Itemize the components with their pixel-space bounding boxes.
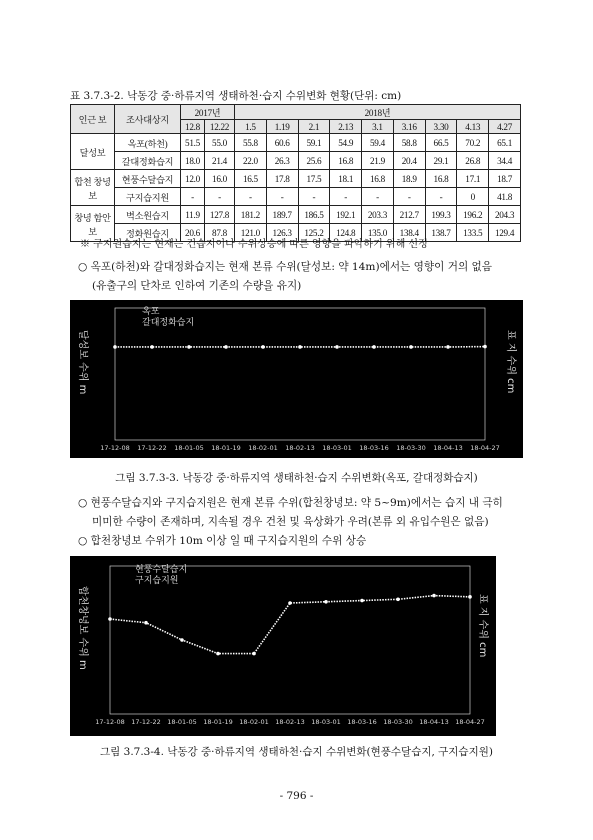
value-cell: 29.1 <box>425 152 457 170</box>
x-tick-label: 18-04-13 <box>433 444 463 452</box>
bullet-block-2 <box>78 494 548 551</box>
data-point <box>216 652 220 656</box>
header-date: 12.22 <box>205 120 235 134</box>
x-tick-label: 18-02-01 <box>239 718 269 726</box>
site-cell: 옥포(하천) <box>115 134 181 152</box>
x-tick-label: 18-03-01 <box>322 444 352 452</box>
value-cell: 11.9 <box>181 206 205 224</box>
value-cell: 212.7 <box>393 206 425 224</box>
value-cell: 59.1 <box>298 134 330 152</box>
header-site: 조사대상지 <box>115 105 181 134</box>
table-row <box>71 188 521 206</box>
value-cell: - <box>362 188 394 206</box>
x-tick-label: 18-04-13 <box>419 718 449 726</box>
chart-hapcheon <box>70 556 496 736</box>
data-point <box>298 345 302 349</box>
data-point <box>150 345 154 349</box>
plot-frame <box>110 566 470 714</box>
x-tick-label: 18-01-05 <box>174 444 204 452</box>
table-row <box>71 134 521 152</box>
table-row <box>71 152 521 170</box>
legend-label: 옥포 <box>142 307 160 317</box>
value-cell: 34.4 <box>489 152 521 170</box>
data-point <box>483 345 487 349</box>
value-cell: 126.3 <box>266 224 298 242</box>
left-axis-label: 합천창녕보 수위 m <box>77 586 88 670</box>
water-level-table <box>70 104 521 242</box>
value-cell: - <box>393 188 425 206</box>
header-weir: 인근 보 <box>71 105 115 134</box>
bullet-block-1 <box>78 258 548 296</box>
site-cell: 구지습지원 <box>115 188 181 206</box>
chart-dalseong-svg <box>70 300 523 458</box>
value-cell: 12.0 <box>181 170 205 188</box>
header-date: 2.13 <box>330 120 362 134</box>
data-point <box>224 345 228 349</box>
data-point <box>468 595 472 599</box>
x-tick-label: 18-03-16 <box>359 444 389 452</box>
value-cell: 124.8 <box>330 224 362 242</box>
chart-hapcheon-svg <box>70 556 496 736</box>
value-cell: 18.7 <box>489 170 521 188</box>
x-tick-label: 17-12-08 <box>95 718 125 726</box>
bullet-line: ○ 옥포(하천)와 갈대정화습지는 현재 본류 수위(달성보: 약 14m)에서는 영향이 거의 없음 <box>78 261 493 273</box>
x-tick-label: 18-01-19 <box>203 718 233 726</box>
header-date: 3.30 <box>425 120 457 134</box>
value-cell: - <box>298 188 330 206</box>
value-cell: 59.4 <box>362 134 394 152</box>
value-cell: 58.8 <box>393 134 425 152</box>
value-cell: 51.5 <box>181 134 205 152</box>
header-date: 12.8 <box>181 120 205 134</box>
value-cell: 22.0 <box>235 152 267 170</box>
x-tick-label: 18-03-01 <box>311 718 341 726</box>
legend-label: 현풍수달습지 <box>135 565 188 575</box>
site-cell: 현풍수달습지 <box>115 170 181 188</box>
x-tick-label: 18-02-13 <box>285 444 315 452</box>
value-cell: 204.3 <box>489 206 521 224</box>
value-cell: 0 <box>457 188 489 206</box>
left-axis-label: 달성보 수위 m <box>77 330 88 395</box>
value-cell: - <box>330 188 362 206</box>
value-cell: 196.2 <box>457 206 489 224</box>
x-tick-label: 18-03-16 <box>347 718 377 726</box>
data-point <box>187 345 191 349</box>
value-cell: 135.0 <box>362 224 394 242</box>
x-tick-label: 18-04-27 <box>455 718 485 726</box>
data-point <box>288 601 292 605</box>
value-cell: 54.9 <box>330 134 362 152</box>
value-cell: 20.4 <box>393 152 425 170</box>
value-cell: 18.1 <box>330 170 362 188</box>
value-cell: - <box>181 188 205 206</box>
header-date: 4.27 <box>489 120 521 134</box>
header-date: 1.5 <box>235 120 267 134</box>
site-cell: 정화원습지 <box>115 224 181 242</box>
header-year-2017: 2017년 <box>181 105 235 120</box>
table-title: 표 3.7.3-2. 낙동강 중·하류지역 생태하천·습지 수위변화 현황(단위: cm) <box>70 90 402 102</box>
table-note: ※ 구지원습지는 현재는 건습지이나 수위상승에 따른 영향을 파악하기 위해 선정 <box>80 239 428 250</box>
data-point <box>261 345 265 349</box>
x-tick-label: 18-02-13 <box>275 718 305 726</box>
weir-cell: 달성보 <box>71 134 115 170</box>
value-cell: 41.8 <box>489 188 521 206</box>
header-date: 3.1 <box>362 120 394 134</box>
x-tick-label: 18-01-19 <box>211 444 241 452</box>
value-cell: 138.4 <box>393 224 425 242</box>
header-date: 4.13 <box>457 120 489 134</box>
value-cell: 60.6 <box>266 134 298 152</box>
figure-caption-1: 그림 3.7.3-3. 낙동강 중·하류지역 생태하천·습지 수위변화(옥포, 갈대정화습지) <box>115 472 478 484</box>
value-cell: 199.3 <box>425 206 457 224</box>
value-cell: 65.1 <box>489 134 521 152</box>
value-cell: 189.7 <box>266 206 298 224</box>
legend-label: 구지습지원 <box>135 576 179 586</box>
bullet-line: ○ 합천창녕보 수위가 10m 이상 일 때 구지습지원의 수위 상승 <box>78 535 367 547</box>
value-cell: 203.3 <box>362 206 394 224</box>
x-tick-label: 18-03-30 <box>396 444 426 452</box>
site-cell: 갈대정화습지 <box>115 152 181 170</box>
data-point <box>113 345 117 349</box>
value-cell: 20.6 <box>181 224 205 242</box>
value-cell: 16.8 <box>425 170 457 188</box>
value-cell: - <box>266 188 298 206</box>
value-cell: 21.4 <box>205 152 235 170</box>
figure-caption-2: 그림 3.7.3-4. 낙동강 중·하류지역 생태하천·습지 수위변화(현풍수달습지, 구지습지원) <box>100 746 493 758</box>
value-cell: 16.8 <box>362 170 394 188</box>
value-cell: 121.0 <box>235 224 267 242</box>
right-axis-label: 표 지 수위 cm <box>477 594 488 658</box>
value-cell: 186.5 <box>298 206 330 224</box>
weir-cell: 창녕 함안보 <box>71 206 115 242</box>
value-cell: 18.0 <box>181 152 205 170</box>
data-point <box>446 345 450 349</box>
data-point <box>252 652 256 656</box>
table-row <box>71 206 521 224</box>
value-cell: 16.0 <box>205 170 235 188</box>
site-cell: 벽소원습지 <box>115 206 181 224</box>
value-cell: 138.7 <box>425 224 457 242</box>
header-date: 1.19 <box>266 120 298 134</box>
value-cell: 25.6 <box>298 152 330 170</box>
value-cell: 21.9 <box>362 152 394 170</box>
x-tick-label: 17-12-22 <box>137 444 167 452</box>
data-point <box>409 345 413 349</box>
data-point <box>372 345 376 349</box>
value-cell: - <box>205 188 235 206</box>
value-cell: 181.2 <box>235 206 267 224</box>
bullet-line: 미미한 수량이 존재하며, 지속될 경우 건천 및 육상화가 우려(본류 외 유입수원은 없음) <box>92 516 489 528</box>
value-cell: 127.8 <box>205 206 235 224</box>
data-point <box>396 598 400 602</box>
right-axis-label: 표 지 수위 cm <box>505 330 516 394</box>
value-cell: 16.8 <box>330 152 362 170</box>
data-point <box>360 599 364 603</box>
value-cell: 26.8 <box>457 152 489 170</box>
value-cell: 26.3 <box>266 152 298 170</box>
value-cell: 66.5 <box>425 134 457 152</box>
header-date: 2.1 <box>298 120 330 134</box>
x-tick-label: 17-12-08 <box>100 444 130 452</box>
value-cell: 17.5 <box>298 170 330 188</box>
value-cell: 18.9 <box>393 170 425 188</box>
bullet-line: (유출구의 단차로 인하여 기존의 수량을 유지) <box>92 280 302 292</box>
value-cell: - <box>425 188 457 206</box>
bullet-line: ○ 현풍수달습지와 구지습지원은 현재 본류 수위(합천창녕보: 약 5~9m)에서는 습지 내 극히 <box>78 497 503 509</box>
value-cell: 55.0 <box>205 134 235 152</box>
legend-label: 갈대정화습지 <box>142 318 195 328</box>
value-cell: - <box>235 188 267 206</box>
x-tick-label: 17-12-22 <box>131 718 161 726</box>
header-year-2018: 2018년 <box>235 105 521 120</box>
value-cell: 125.2 <box>298 224 330 242</box>
value-cell: 133.5 <box>457 224 489 242</box>
chart-dalseong <box>70 300 523 458</box>
value-cell: 87.8 <box>205 224 235 242</box>
data-point <box>144 621 148 625</box>
x-tick-label: 18-02-01 <box>248 444 278 452</box>
x-tick-label: 18-04-27 <box>470 444 500 452</box>
x-tick-label: 18-03-30 <box>383 718 413 726</box>
value-cell: 70.2 <box>457 134 489 152</box>
value-cell: 17.1 <box>457 170 489 188</box>
data-point <box>335 345 339 349</box>
value-cell: 17.8 <box>266 170 298 188</box>
value-cell: 192.1 <box>330 206 362 224</box>
weir-cell: 합천 창녕보 <box>71 170 115 206</box>
data-point <box>324 600 328 604</box>
value-cell: 129.4 <box>489 224 521 242</box>
data-point <box>108 617 112 621</box>
header-date: 3.16 <box>393 120 425 134</box>
table-row <box>71 170 521 188</box>
x-tick-label: 18-01-05 <box>167 718 197 726</box>
page-number: - 796 - <box>279 790 314 802</box>
value-cell: 55.8 <box>235 134 267 152</box>
data-point <box>432 594 436 598</box>
data-point <box>180 638 184 642</box>
value-cell: 16.5 <box>235 170 267 188</box>
